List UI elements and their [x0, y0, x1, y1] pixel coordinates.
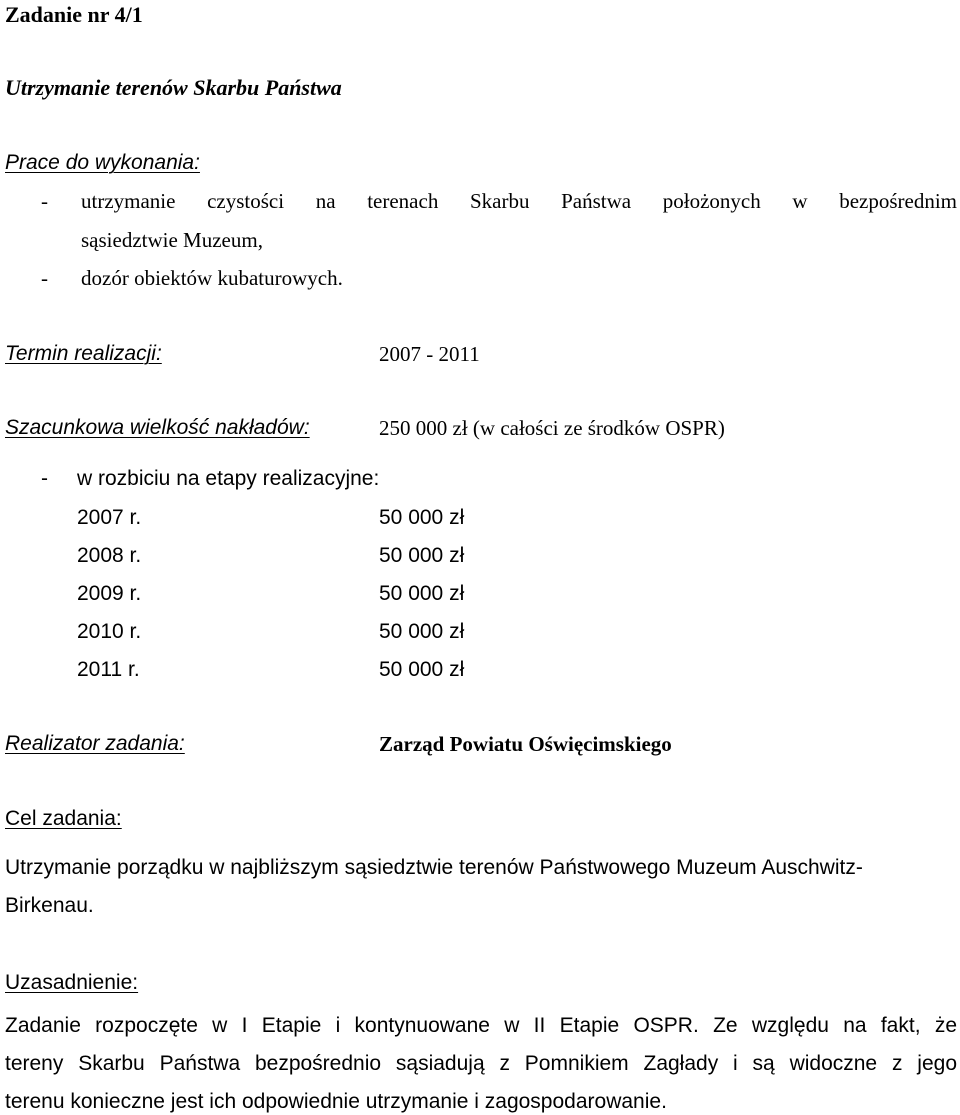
- works-item-1-line-2: sąsiedztwie Muzeum,: [81, 228, 263, 252]
- breakdown-row: [77, 505, 577, 531]
- justification-heading: Uzasadnienie:: [5, 971, 139, 994]
- breakdown-year: 2009 r.: [77, 582, 142, 605]
- breakdown-amount: 50 000 zł: [379, 544, 465, 567]
- term-value: 2007 - 2011: [379, 342, 480, 366]
- goal-line-1: Utrzymanie porządku w najbliższym sąsiedztwie terenów Państwowego Muzeum Auschwitz-: [5, 856, 863, 879]
- breakdown-label: w rozbiciu na etapy realizacyjne:: [77, 467, 380, 490]
- breakdown-row: [77, 581, 577, 607]
- breakdown-table: [77, 505, 577, 695]
- works-item-2: dozór obiektów kubaturowych.: [81, 266, 343, 290]
- breakdown-amount: 50 000 zł: [379, 658, 465, 681]
- goal-line-2: Birkenau.: [5, 894, 94, 917]
- works-bullet-2: -: [41, 266, 48, 290]
- works-item-1-line-1: utrzymanie czystości na terenach Skarbu Państwa położonych w bezpośrednim: [81, 189, 957, 213]
- term-label: Termin realizacji:: [5, 342, 162, 365]
- breakdown-year: 2007 r.: [77, 506, 142, 529]
- breakdown-bullet: -: [41, 467, 48, 490]
- breakdown-amount: 50 000 zł: [379, 506, 465, 529]
- executor-value: Zarząd Powiatu Oświęcimskiego: [379, 732, 672, 756]
- goal-heading: Cel zadania:: [5, 807, 122, 830]
- breakdown-row: [77, 543, 577, 569]
- estimate-value: 250 000 zł (w całości ze środków OSPR): [379, 416, 725, 440]
- justification-line-2: tereny Skarbu Państwa bezpośrednio sąsiadują z Pomnikiem Zagłady i są widoczne z jego: [5, 1052, 957, 1075]
- breakdown-row: [77, 619, 577, 645]
- breakdown-year: 2011 r.: [77, 658, 140, 681]
- breakdown-year: 2008 r.: [77, 544, 142, 567]
- works-heading: Prace do wykonania:: [5, 151, 200, 174]
- breakdown-year: 2010 r.: [77, 620, 142, 643]
- breakdown-amount: 50 000 zł: [379, 582, 465, 605]
- breakdown-amount: 50 000 zł: [379, 620, 465, 643]
- page-title: Zadanie nr 4/1: [5, 2, 143, 27]
- executor-label: Realizator zadania:: [5, 732, 185, 755]
- estimate-label: Szacunkowa wielkość nakładów:: [5, 416, 310, 439]
- justification-line-1: Zadanie rozpoczęte w I Etapie i kontynuowane w II Etapie OSPR. Ze względu na fakt, że: [5, 1014, 957, 1037]
- works-bullet-1: -: [41, 189, 48, 213]
- breakdown-row: [77, 657, 577, 683]
- task-subtitle: Utrzymanie terenów Skarbu Państwa: [5, 75, 342, 100]
- justification-line-3: terenu konieczne jest ich odpowiednie utrzymanie i zagospodarowanie.: [5, 1090, 667, 1113]
